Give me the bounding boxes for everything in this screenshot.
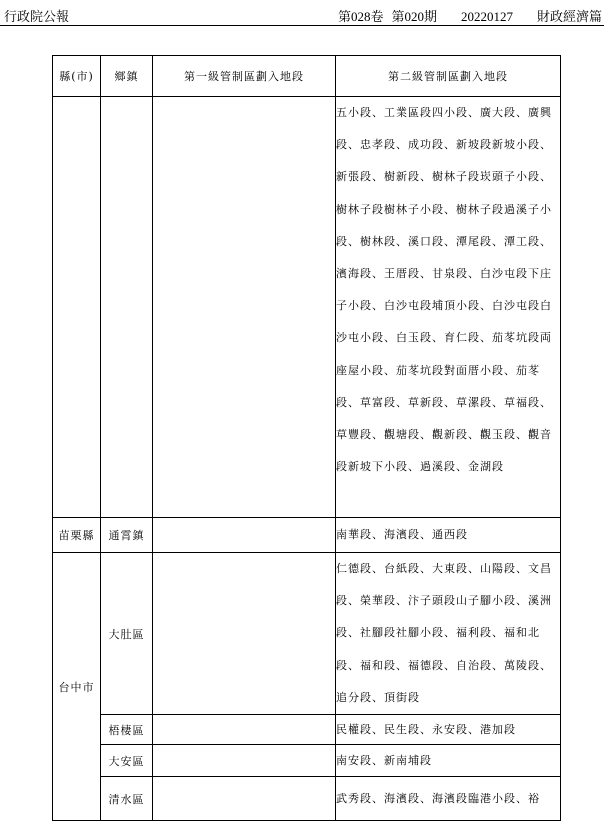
publication-date: 20220127 (460, 9, 513, 24)
level2-cell: 民權段、民生段、永安段、港加段 (336, 715, 561, 745)
level1-cell (153, 715, 336, 745)
level2-cell: 南華段、海濱段、通西段 (336, 518, 561, 553)
level1-cell (153, 553, 336, 715)
county-cell: 苗栗縣 (53, 518, 101, 553)
county-cell: 台中市 (53, 553, 101, 821)
header-meta (330, 10, 602, 24)
level1-cell (153, 745, 336, 777)
table-row (53, 553, 561, 715)
column-header-level2: 第二級管制區劃入地段 (336, 56, 561, 97)
publication-title: 行政院公報 (4, 9, 70, 24)
township-cell: 通霄鎮 (101, 518, 153, 553)
level1-cell (153, 518, 336, 553)
township-cell: 清水區 (101, 777, 153, 821)
volume-number: 第028卷 (337, 9, 384, 24)
township-cell: 梧棲區 (101, 715, 153, 745)
township-cell: 大肚區 (101, 553, 153, 715)
column-header-township: 鄉鎮 (101, 56, 153, 97)
level2-cell: 仁德段、台紙段、大東段、山陽段、文昌段、榮華段、汴子頭段山子腳小段、溪洲段、社腳段社腳小段、福利段、福和北段、福和段、福德段、自治段、萬陵段、追分段、頂街段 (336, 553, 561, 715)
level2-cell: 武秀段、海濱段、海濱段臨港小段、裕 (336, 777, 561, 821)
township-cell (101, 97, 153, 518)
level2-cell: 南安段、新南埔段 (336, 745, 561, 777)
table-row (53, 715, 561, 745)
header-rule (0, 25, 604, 26)
table-row (53, 97, 561, 518)
table-row (53, 745, 561, 777)
column-header-level1: 第一級管制區劃入地段 (153, 56, 336, 97)
table-header-row (53, 56, 561, 97)
page-header (0, 0, 604, 24)
level1-cell (153, 777, 336, 821)
issue-number: 第020期 (391, 9, 437, 24)
section-name: 財政經濟篇 (536, 9, 602, 24)
table-row (53, 518, 561, 553)
level2-cell: 五小段、工業區段四小段、廣大段、廣興段、忠孝段、成功段、新坡段新坡小段、新張段、樹新段、樹林子段崁頭子小段、樹林子段樹林子小段、樹林子段過溪子小段、樹林段、溪口段、潭尾段、潭工段、濱海段、王厝段、甘泉段、白沙屯段下庄子小段、白沙屯段埔頂小段、白沙屯段白沙屯小段、白玉段、育仁段、茄苳坑段両座屋小段、茄苳坑段對面厝小段、茄苳段、草富段、草新段、草漯段、草福段、草豐段、觀塘段、觀新段、觀玉段、觀音段新坡下小段、過溪段、金湖段 (336, 97, 561, 518)
land-section-table (52, 55, 561, 821)
county-cell (53, 97, 101, 518)
level1-cell (153, 97, 336, 518)
table-row (53, 777, 561, 821)
township-cell: 大安區 (101, 745, 153, 777)
column-header-county: 縣(市) (53, 56, 101, 97)
